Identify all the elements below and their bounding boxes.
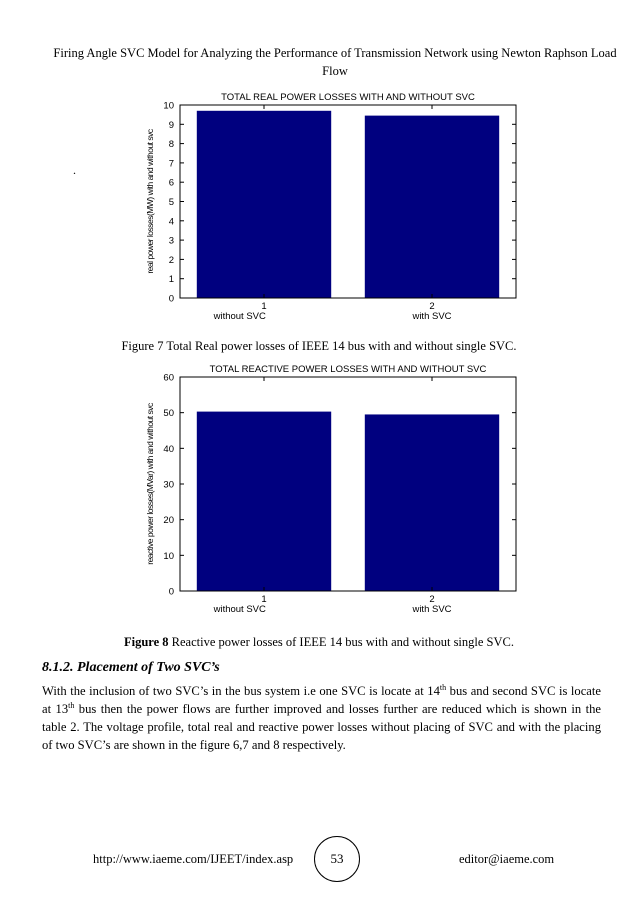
reactive-chart-category-sublabel-2: with SVC <box>412 604 452 615</box>
reactive-chart-title: TOTAL REACTIVE POWER LOSSES WITH AND WITHOUT SVC <box>209 364 487 375</box>
reactive-chart-ytick-label: 0 <box>168 586 174 598</box>
reactive-chart-bar-1 <box>197 412 331 591</box>
page-number-badge: 53 <box>314 836 360 882</box>
real-chart-ylabel: real power losses(MW) with and without svc <box>145 129 155 274</box>
reactive-chart-xtick-label: 2 <box>429 594 435 605</box>
reactive-chart-category-sublabel-1: without SVC <box>213 604 266 615</box>
reactive-chart-ytick-label: 10 <box>163 550 174 562</box>
real-chart-ytick-label: 5 <box>168 197 174 208</box>
reactive-chart-ytick-label: 30 <box>163 479 174 491</box>
reactive-chart-ytick-label: 60 <box>163 372 174 384</box>
figure-8-caption <box>0 635 638 650</box>
real-chart-ytick-label: 8 <box>168 139 174 151</box>
superscript-th-2: th <box>68 700 75 710</box>
real-chart-category-sublabel-2: with SVC <box>412 311 452 322</box>
real-chart-ytick-label: 3 <box>168 235 174 247</box>
reactive-chart-ylabel: reactive power losses(MVar) with and without svc <box>145 403 155 565</box>
footer-email-link[interactable]: editor@iaeme.com <box>459 852 555 866</box>
real-chart-ytick-label: 6 <box>168 177 174 189</box>
reactive-chart-xtick-label: 1 <box>261 594 267 605</box>
body-text-part-3: bus then the power flows are further improved and losses further are reduced which is shown in the table 2. The voltage profile, total real and reactive power losses without placing of SVC and with the placing of two SVC’s are shown in the figure 6,7 and 8 respectively. <box>42 702 601 752</box>
real-chart-ytick-label: 7 <box>168 158 174 170</box>
real-chart-ytick-label: 2 <box>168 254 174 266</box>
real-chart-ytick-label: 0 <box>168 293 174 305</box>
real-chart-ytick-label: 1 <box>168 274 174 286</box>
body-text-part-1: With the inclusion of two SVC’s in the bus system i.e one SVC is locate at 14 <box>42 684 440 698</box>
figure-8-caption-text: Reactive power losses of IEEE 14 bus with and without single SVC. <box>168 635 514 649</box>
reactive-chart-ytick-label: 40 <box>163 443 174 455</box>
body-paragraph <box>42 682 601 754</box>
body-text-part-2: bus and second SVC is locate at 13 <box>42 684 601 716</box>
figure-8-label: Figure 8 <box>123 635 169 649</box>
figure-7-caption: Figure 7 Total Real power losses of IEEE 14 bus with and without single SVC. <box>121 339 517 353</box>
superscript-th-1: th <box>439 682 447 692</box>
header-line-1: Firing Angle SVC Model for Analyzing the Performance of Transmission Network using Newton Raphson Load <box>53 46 617 60</box>
real-chart-ytick-label: 10 <box>163 100 174 112</box>
reactive-chart-bar-2 <box>365 414 499 591</box>
real-chart-category-sublabel-1: without SVC <box>213 311 266 322</box>
real-chart-ytick-label: 9 <box>168 119 174 131</box>
real-chart-xtick-label: 1 <box>261 301 267 312</box>
real-chart-xtick-label: 2 <box>429 301 435 312</box>
footer-url-link[interactable]: http://www.iaeme.com/IJEET/index.asp <box>93 852 294 866</box>
reactive-chart-ytick-label: 50 <box>163 408 174 420</box>
real-chart-title: TOTAL REAL POWER LOSSES WITH AND WITHOUT SVC <box>221 92 475 103</box>
stray-mark: . <box>73 163 76 177</box>
header-line-2: Flow <box>322 64 348 78</box>
real-chart-ytick-label: 4 <box>168 216 174 228</box>
section-heading: 8.1.2. Placement of Two SVC’s <box>42 660 220 675</box>
reactive-chart-ytick-label: 20 <box>163 515 174 527</box>
